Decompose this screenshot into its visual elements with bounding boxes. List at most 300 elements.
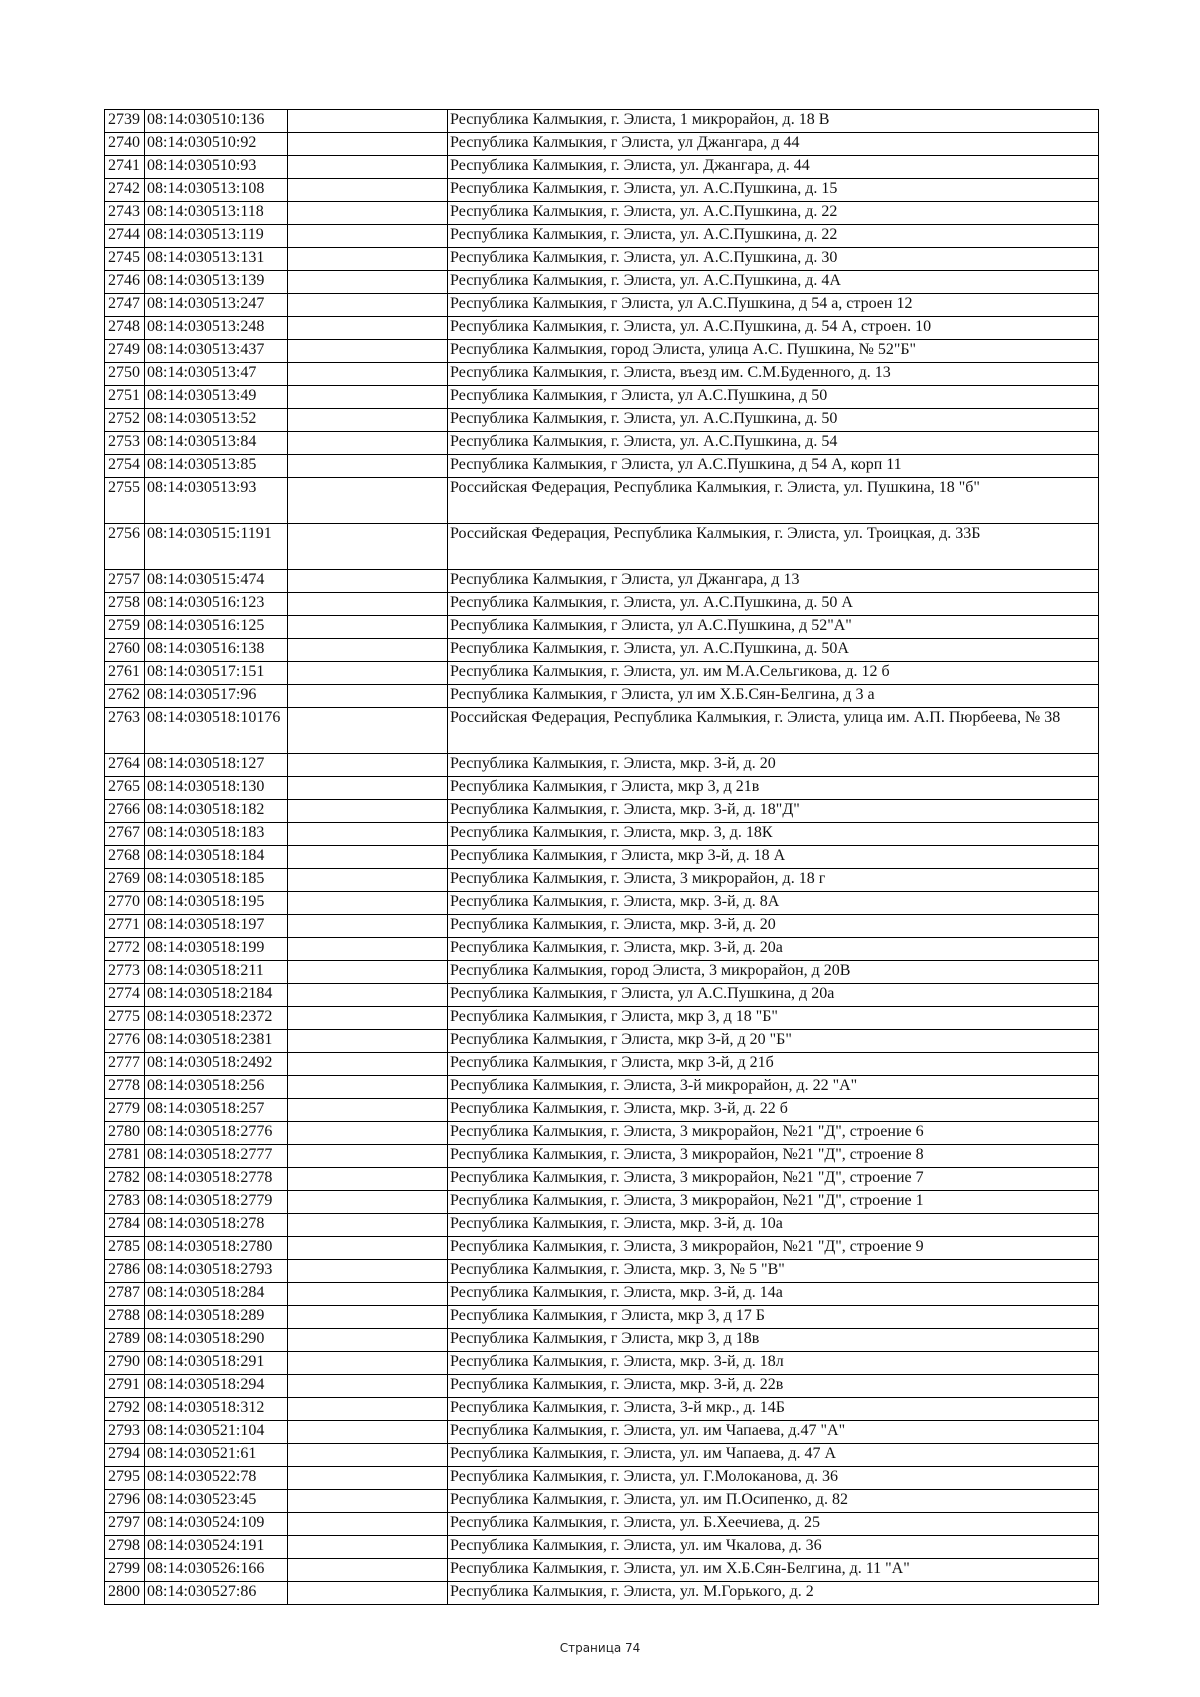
table-row xyxy=(105,869,1099,892)
address-cell: Республика Калмыкия, г. Элиста, мкр. 3-й, д. 14а xyxy=(448,1283,1099,1306)
address-cell: Республика Калмыкия, г. Элиста, 3 микрорайон, №21 "Д", строение 8 xyxy=(448,1145,1099,1168)
cadastral-number-cell: 08:14:030518:2780 xyxy=(145,1237,288,1260)
table-row xyxy=(105,1444,1099,1467)
table-row xyxy=(105,317,1099,340)
address-cell: Республика Калмыкия, г Элиста, ул Джангара, д 44 xyxy=(448,133,1099,156)
row-number-cell: 2755 xyxy=(105,478,145,524)
table-row xyxy=(105,1398,1099,1421)
empty-cell xyxy=(288,1398,448,1421)
cadastral-number-cell: 08:14:030518:10176 xyxy=(145,708,288,754)
cadastral-number-cell: 08:14:030513:93 xyxy=(145,478,288,524)
empty-cell xyxy=(288,409,448,432)
address-cell: Российская Федерация, Республика Калмыкия, г. Элиста, ул. Пушкина, 18 "б" xyxy=(448,478,1099,524)
table-row xyxy=(105,294,1099,317)
row-number-cell: 2747 xyxy=(105,294,145,317)
cadastral-number-cell: 08:14:030513:119 xyxy=(145,225,288,248)
row-number-cell: 2740 xyxy=(105,133,145,156)
address-cell: Республика Калмыкия, г. Элиста, ул. А.С.Пушкина, д. 22 xyxy=(448,202,1099,225)
row-number-cell: 2748 xyxy=(105,317,145,340)
table-row xyxy=(105,1536,1099,1559)
empty-cell xyxy=(288,179,448,202)
table-row xyxy=(105,524,1099,570)
empty-cell xyxy=(288,156,448,179)
empty-cell xyxy=(288,432,448,455)
table-row xyxy=(105,1513,1099,1536)
address-cell: Республика Калмыкия, г Элиста, мкр 3-й, д 21б xyxy=(448,1053,1099,1076)
address-cell: Республика Калмыкия, г. Элиста, въезд им. С.М.Буденного, д. 13 xyxy=(448,363,1099,386)
empty-cell xyxy=(288,708,448,754)
table-row xyxy=(105,570,1099,593)
address-cell: Республика Калмыкия, г. Элиста, ул. им Чапаева, д.47 "А" xyxy=(448,1421,1099,1444)
empty-cell xyxy=(288,1076,448,1099)
table-row xyxy=(105,110,1099,133)
address-cell: Республика Калмыкия, г. Элиста, ул. Б.Хеечиева, д. 25 xyxy=(448,1513,1099,1536)
row-number-cell: 2772 xyxy=(105,938,145,961)
table-row xyxy=(105,133,1099,156)
address-cell: Республика Калмыкия, город Элиста, улица А.С. Пушкина, № 52"Б" xyxy=(448,340,1099,363)
empty-cell xyxy=(288,524,448,570)
cadastral-number-cell: 08:14:030522:78 xyxy=(145,1467,288,1490)
row-number-cell: 2789 xyxy=(105,1329,145,1352)
row-number-cell: 2739 xyxy=(105,110,145,133)
row-number-cell: 2762 xyxy=(105,685,145,708)
row-number-cell: 2765 xyxy=(105,777,145,800)
cadastral-number-cell: 08:14:030513:247 xyxy=(145,294,288,317)
cadastral-number-cell: 08:14:030513:49 xyxy=(145,386,288,409)
cadastral-number-cell: 08:14:030524:191 xyxy=(145,1536,288,1559)
empty-cell xyxy=(288,1467,448,1490)
empty-cell xyxy=(288,202,448,225)
empty-cell xyxy=(288,754,448,777)
empty-cell xyxy=(288,1214,448,1237)
cadastral-number-cell: 08:14:030513:248 xyxy=(145,317,288,340)
row-number-cell: 2779 xyxy=(105,1099,145,1122)
address-cell: Республика Калмыкия, г. Элиста, ул. Г.Молоканова, д. 36 xyxy=(448,1467,1099,1490)
address-cell: Республика Калмыкия, г. Элиста, ул. А.С.Пушкина, д. 15 xyxy=(448,179,1099,202)
table-row xyxy=(105,777,1099,800)
address-cell: Республика Калмыкия, г. Элиста, ул. А.С.Пушкина, д. 54 xyxy=(448,432,1099,455)
table-row xyxy=(105,1375,1099,1398)
address-cell: Республика Калмыкия, г. Элиста, мкр. 3, д. 18К xyxy=(448,823,1099,846)
cadastral-number-cell: 08:14:030513:85 xyxy=(145,455,288,478)
table-row xyxy=(105,1329,1099,1352)
row-number-cell: 2743 xyxy=(105,202,145,225)
row-number-cell: 2757 xyxy=(105,570,145,593)
cadastral-number-cell: 08:14:030518:2793 xyxy=(145,1260,288,1283)
address-cell: Республика Калмыкия, г Элиста, мкр 3, д 21в xyxy=(448,777,1099,800)
address-cell: Республика Калмыкия, г Элиста, ул А.С.Пушкина, д 20а xyxy=(448,984,1099,1007)
empty-cell xyxy=(288,363,448,386)
row-number-cell: 2768 xyxy=(105,846,145,869)
cadastral-number-cell: 08:14:030518:185 xyxy=(145,869,288,892)
row-number-cell: 2788 xyxy=(105,1306,145,1329)
row-number-cell: 2797 xyxy=(105,1513,145,1536)
table-row xyxy=(105,1053,1099,1076)
table-row xyxy=(105,800,1099,823)
row-number-cell: 2766 xyxy=(105,800,145,823)
empty-cell xyxy=(288,1582,448,1605)
empty-cell xyxy=(288,271,448,294)
row-number-cell: 2776 xyxy=(105,1030,145,1053)
address-cell: Республика Калмыкия, г Элиста, мкр 3, д 18в xyxy=(448,1329,1099,1352)
row-number-cell: 2780 xyxy=(105,1122,145,1145)
cadastral-number-cell: 08:14:030515:474 xyxy=(145,570,288,593)
cadastral-number-cell: 08:14:030518:257 xyxy=(145,1099,288,1122)
address-cell: Республика Калмыкия, г. Элиста, 3-й микрорайон, д. 22 "А" xyxy=(448,1076,1099,1099)
address-cell: Республика Калмыкия, г. Элиста, ул. им Чапаева, д. 47 А xyxy=(448,1444,1099,1467)
cadastral-number-cell: 08:14:030518:183 xyxy=(145,823,288,846)
cadastral-number-cell: 08:14:030518:2372 xyxy=(145,1007,288,1030)
table-row xyxy=(105,1214,1099,1237)
cadastral-number-cell: 08:14:030517:96 xyxy=(145,685,288,708)
cadastral-number-cell: 08:14:030521:104 xyxy=(145,1421,288,1444)
empty-cell xyxy=(288,1260,448,1283)
address-cell: Республика Калмыкия, г. Элиста, 3 микрорайон, №21 "Д", строение 9 xyxy=(448,1237,1099,1260)
empty-cell xyxy=(288,478,448,524)
empty-cell xyxy=(288,1306,448,1329)
cadastral-number-cell: 08:14:030518:2184 xyxy=(145,984,288,1007)
cadastral-number-cell: 08:14:030513:118 xyxy=(145,202,288,225)
table-row xyxy=(105,1145,1099,1168)
cadastral-number-cell: 08:14:030513:47 xyxy=(145,363,288,386)
cadastral-number-cell: 08:14:030517:151 xyxy=(145,662,288,685)
empty-cell xyxy=(288,685,448,708)
table-row xyxy=(105,248,1099,271)
cadastral-number-cell: 08:14:030518:284 xyxy=(145,1283,288,1306)
empty-cell xyxy=(288,317,448,340)
table-row xyxy=(105,593,1099,616)
empty-cell xyxy=(288,386,448,409)
address-cell: Республика Калмыкия, г Элиста, ул им Х.Б.Сян-Белгина, д 3 а xyxy=(448,685,1099,708)
address-cell: Республика Калмыкия, г. Элиста, мкр. 3-й, д. 20 xyxy=(448,754,1099,777)
cadastral-number-cell: 08:14:030521:61 xyxy=(145,1444,288,1467)
empty-cell xyxy=(288,340,448,363)
records-table xyxy=(104,109,1099,1605)
empty-cell xyxy=(288,892,448,915)
empty-cell xyxy=(288,1237,448,1260)
address-cell: Республика Калмыкия, г Элиста, ул А.С.Пушкина, д 54 а, строен 12 xyxy=(448,294,1099,317)
empty-cell xyxy=(288,777,448,800)
table-row xyxy=(105,1283,1099,1306)
table-row xyxy=(105,1168,1099,1191)
address-cell: Республика Калмыкия, г. Элиста, 3-й мкр., д. 14Б xyxy=(448,1398,1099,1421)
cadastral-number-cell: 08:14:030518:278 xyxy=(145,1214,288,1237)
row-number-cell: 2800 xyxy=(105,1582,145,1605)
empty-cell xyxy=(288,1122,448,1145)
empty-cell xyxy=(288,1030,448,1053)
address-cell: Республика Калмыкия, г Элиста, ул Джангара, д 13 xyxy=(448,570,1099,593)
address-cell: Республика Калмыкия, г. Элиста, ул. А.С.Пушкина, д. 22 xyxy=(448,225,1099,248)
empty-cell xyxy=(288,1099,448,1122)
table-row xyxy=(105,616,1099,639)
table-row xyxy=(105,685,1099,708)
empty-cell xyxy=(288,800,448,823)
empty-cell xyxy=(288,248,448,271)
table-row xyxy=(105,202,1099,225)
address-cell: Республика Калмыкия, г. Элиста, 3 микрорайон, №21 "Д", строение 7 xyxy=(448,1168,1099,1191)
row-number-cell: 2792 xyxy=(105,1398,145,1421)
row-number-cell: 2750 xyxy=(105,363,145,386)
table-row xyxy=(105,1122,1099,1145)
cadastral-number-cell: 08:14:030518:184 xyxy=(145,846,288,869)
cadastral-number-cell: 08:14:030524:109 xyxy=(145,1513,288,1536)
row-number-cell: 2745 xyxy=(105,248,145,271)
row-number-cell: 2760 xyxy=(105,639,145,662)
row-number-cell: 2751 xyxy=(105,386,145,409)
address-cell: Республика Калмыкия, г. Элиста, ул. А.С.Пушкина, д. 50 xyxy=(448,409,1099,432)
table-row xyxy=(105,1421,1099,1444)
row-number-cell: 2791 xyxy=(105,1375,145,1398)
cadastral-number-cell: 08:14:030527:86 xyxy=(145,1582,288,1605)
empty-cell xyxy=(288,1490,448,1513)
table-row xyxy=(105,1099,1099,1122)
row-number-cell: 2799 xyxy=(105,1559,145,1582)
empty-cell xyxy=(288,961,448,984)
cadastral-number-cell: 08:14:030518:2778 xyxy=(145,1168,288,1191)
empty-cell xyxy=(288,110,448,133)
row-number-cell: 2790 xyxy=(105,1352,145,1375)
page-footer xyxy=(0,1641,1200,1655)
address-cell: Республика Калмыкия, г Элиста, мкр 3, д 17 Б xyxy=(448,1306,1099,1329)
cadastral-number-cell: 08:14:030518:2777 xyxy=(145,1145,288,1168)
address-cell: Республика Калмыкия, г Элиста, ул А.С.Пушкина, д 54 А, корп 11 xyxy=(448,455,1099,478)
cadastral-number-cell: 08:14:030518:199 xyxy=(145,938,288,961)
cadastral-number-cell: 08:14:030518:211 xyxy=(145,961,288,984)
table-row xyxy=(105,340,1099,363)
address-cell: Республика Калмыкия, г. Элиста, ул. А.С.Пушкина, д. 30 xyxy=(448,248,1099,271)
row-number-cell: 2775 xyxy=(105,1007,145,1030)
empty-cell xyxy=(288,846,448,869)
table-row xyxy=(105,1490,1099,1513)
empty-cell xyxy=(288,1375,448,1398)
empty-cell xyxy=(288,662,448,685)
table-row xyxy=(105,984,1099,1007)
empty-cell xyxy=(288,1053,448,1076)
table-row xyxy=(105,478,1099,524)
address-cell: Республика Калмыкия, г Элиста, ул А.С.Пушкина, д 50 xyxy=(448,386,1099,409)
table-row xyxy=(105,639,1099,662)
address-cell: Республика Калмыкия, г Элиста, мкр 3, д 18 "Б" xyxy=(448,1007,1099,1030)
address-cell: Республика Калмыкия, г. Элиста, ул. им П.Осипенко, д. 82 xyxy=(448,1490,1099,1513)
cadastral-number-cell: 08:14:030516:123 xyxy=(145,593,288,616)
empty-cell xyxy=(288,1536,448,1559)
table-row xyxy=(105,1467,1099,1490)
cadastral-number-cell: 08:14:030518:289 xyxy=(145,1306,288,1329)
address-cell: Республика Калмыкия, г. Элиста, ул. А.С.Пушкина, д. 50 А xyxy=(448,593,1099,616)
empty-cell xyxy=(288,1329,448,1352)
address-cell: Республика Калмыкия, г. Элиста, ул. им Чкалова, д. 36 xyxy=(448,1536,1099,1559)
row-number-cell: 2774 xyxy=(105,984,145,1007)
empty-cell xyxy=(288,593,448,616)
row-number-cell: 2778 xyxy=(105,1076,145,1099)
address-cell: Республика Калмыкия, г. Элиста, ул. им Х.Б.Сян-Белгина, д. 11 "А" xyxy=(448,1559,1099,1582)
row-number-cell: 2796 xyxy=(105,1490,145,1513)
empty-cell xyxy=(288,639,448,662)
document-sheet xyxy=(104,109,1099,1605)
row-number-cell: 2769 xyxy=(105,869,145,892)
empty-cell xyxy=(288,616,448,639)
table-row xyxy=(105,386,1099,409)
cadastral-number-cell: 08:14:030518:256 xyxy=(145,1076,288,1099)
row-number-cell: 2759 xyxy=(105,616,145,639)
empty-cell xyxy=(288,915,448,938)
empty-cell xyxy=(288,1145,448,1168)
cadastral-number-cell: 08:14:030510:93 xyxy=(145,156,288,179)
row-number-cell: 2741 xyxy=(105,156,145,179)
table-row xyxy=(105,915,1099,938)
row-number-cell: 2767 xyxy=(105,823,145,846)
cadastral-number-cell: 08:14:030513:131 xyxy=(145,248,288,271)
table-row xyxy=(105,938,1099,961)
cadastral-number-cell: 08:14:030518:290 xyxy=(145,1329,288,1352)
address-cell: Республика Калмыкия, г. Элиста, ул. А.С.Пушкина, д. 50А xyxy=(448,639,1099,662)
row-number-cell: 2764 xyxy=(105,754,145,777)
row-number-cell: 2785 xyxy=(105,1237,145,1260)
address-cell: Российская Федерация, Республика Калмыкия, г. Элиста, ул. Троицкая, д. 33Б xyxy=(448,524,1099,570)
empty-cell xyxy=(288,1559,448,1582)
cadastral-number-cell: 08:14:030510:136 xyxy=(145,110,288,133)
row-number-cell: 2744 xyxy=(105,225,145,248)
address-cell: Республика Калмыкия, г. Элиста, мкр. 3-й, д. 18"Д" xyxy=(448,800,1099,823)
cadastral-number-cell: 08:14:030518:312 xyxy=(145,1398,288,1421)
row-number-cell: 2798 xyxy=(105,1536,145,1559)
address-cell: Республика Калмыкия, г. Элиста, ул. М.Горького, д. 2 xyxy=(448,1582,1099,1605)
table-row xyxy=(105,961,1099,984)
cadastral-number-cell: 08:14:030515:1191 xyxy=(145,524,288,570)
row-number-cell: 2782 xyxy=(105,1168,145,1191)
address-cell: Республика Калмыкия, г. Элиста, мкр. 3-й, д. 10а xyxy=(448,1214,1099,1237)
address-cell: Республика Калмыкия, г. Элиста, мкр. 3-й, д. 20а xyxy=(448,938,1099,961)
address-cell: Республика Калмыкия, г. Элиста, ул. Джангара, д. 44 xyxy=(448,156,1099,179)
row-number-cell: 2784 xyxy=(105,1214,145,1237)
address-cell: Республика Калмыкия, г. Элиста, 1 микрорайон, д. 18 В xyxy=(448,110,1099,133)
address-cell: Республика Калмыкия, г. Элиста, мкр. 3-й, д. 22в xyxy=(448,1375,1099,1398)
address-cell: Республика Калмыкия, г. Элиста, 3 микрорайон, №21 "Д", строение 1 xyxy=(448,1191,1099,1214)
row-number-cell: 2795 xyxy=(105,1467,145,1490)
cadastral-number-cell: 08:14:030518:2776 xyxy=(145,1122,288,1145)
records-table-body xyxy=(105,110,1099,1605)
row-number-cell: 2756 xyxy=(105,524,145,570)
table-row xyxy=(105,363,1099,386)
cadastral-number-cell: 08:14:030516:125 xyxy=(145,616,288,639)
empty-cell xyxy=(288,1421,448,1444)
address-cell: Республика Калмыкия, г. Элиста, 3 микрорайон, №21 "Д", строение 6 xyxy=(448,1122,1099,1145)
table-row xyxy=(105,179,1099,202)
empty-cell xyxy=(288,1352,448,1375)
empty-cell xyxy=(288,455,448,478)
table-row xyxy=(105,1582,1099,1605)
cadastral-number-cell: 08:14:030513:437 xyxy=(145,340,288,363)
address-cell: Республика Калмыкия, г. Элиста, мкр. 3, № 5 "В" xyxy=(448,1260,1099,1283)
cadastral-number-cell: 08:14:030518:197 xyxy=(145,915,288,938)
row-number-cell: 2793 xyxy=(105,1421,145,1444)
row-number-cell: 2742 xyxy=(105,179,145,202)
address-cell: Республика Калмыкия, г Элиста, мкр 3-й, д 20 "Б" xyxy=(448,1030,1099,1053)
row-number-cell: 2783 xyxy=(105,1191,145,1214)
row-number-cell: 2781 xyxy=(105,1145,145,1168)
table-row xyxy=(105,754,1099,777)
table-row xyxy=(105,846,1099,869)
empty-cell xyxy=(288,1007,448,1030)
row-number-cell: 2754 xyxy=(105,455,145,478)
cadastral-number-cell: 08:14:030513:84 xyxy=(145,432,288,455)
table-row xyxy=(105,1076,1099,1099)
table-row xyxy=(105,156,1099,179)
cadastral-number-cell: 08:14:030518:182 xyxy=(145,800,288,823)
address-cell: Республика Калмыкия, г. Элиста, мкр. 3-й, д. 18л xyxy=(448,1352,1099,1375)
table-row xyxy=(105,1260,1099,1283)
table-row xyxy=(105,823,1099,846)
page-number: Страница 74 xyxy=(559,1641,641,1655)
cadastral-number-cell: 08:14:030526:166 xyxy=(145,1559,288,1582)
address-cell: Республика Калмыкия, г Элиста, ул А.С.Пушкина, д 52"А" xyxy=(448,616,1099,639)
table-row xyxy=(105,271,1099,294)
table-row xyxy=(105,1030,1099,1053)
row-number-cell: 2770 xyxy=(105,892,145,915)
row-number-cell: 2786 xyxy=(105,1260,145,1283)
table-row xyxy=(105,455,1099,478)
table-row xyxy=(105,1559,1099,1582)
table-row xyxy=(105,1352,1099,1375)
cadastral-number-cell: 08:14:030513:52 xyxy=(145,409,288,432)
row-number-cell: 2761 xyxy=(105,662,145,685)
table-row xyxy=(105,1007,1099,1030)
empty-cell xyxy=(288,570,448,593)
row-number-cell: 2746 xyxy=(105,271,145,294)
address-cell: Республика Калмыкия, г. Элиста, ул. А.С.Пушкина, д. 4А xyxy=(448,271,1099,294)
cadastral-number-cell: 08:14:030510:92 xyxy=(145,133,288,156)
cadastral-number-cell: 08:14:030518:2779 xyxy=(145,1191,288,1214)
table-row xyxy=(105,708,1099,754)
cadastral-number-cell: 08:14:030518:294 xyxy=(145,1375,288,1398)
cadastral-number-cell: 08:14:030518:195 xyxy=(145,892,288,915)
address-cell: Российская Федерация, Республика Калмыкия, г. Элиста, улица им. А.П. Пюрбеева, № 38 xyxy=(448,708,1099,754)
row-number-cell: 2771 xyxy=(105,915,145,938)
empty-cell xyxy=(288,1191,448,1214)
row-number-cell: 2753 xyxy=(105,432,145,455)
empty-cell xyxy=(288,1168,448,1191)
row-number-cell: 2758 xyxy=(105,593,145,616)
row-number-cell: 2787 xyxy=(105,1283,145,1306)
cadastral-number-cell: 08:14:030518:291 xyxy=(145,1352,288,1375)
empty-cell xyxy=(288,1283,448,1306)
empty-cell xyxy=(288,133,448,156)
cadastral-number-cell: 08:14:030518:130 xyxy=(145,777,288,800)
row-number-cell: 2794 xyxy=(105,1444,145,1467)
empty-cell xyxy=(288,294,448,317)
table-row xyxy=(105,225,1099,248)
table-row xyxy=(105,1306,1099,1329)
table-row xyxy=(105,662,1099,685)
empty-cell xyxy=(288,225,448,248)
address-cell: Республика Калмыкия, г. Элиста, ул. им М.А.Сельгикова, д. 12 б xyxy=(448,662,1099,685)
cadastral-number-cell: 08:14:030513:108 xyxy=(145,179,288,202)
empty-cell xyxy=(288,1513,448,1536)
table-row xyxy=(105,892,1099,915)
row-number-cell: 2763 xyxy=(105,708,145,754)
row-number-cell: 2749 xyxy=(105,340,145,363)
empty-cell xyxy=(288,938,448,961)
table-row xyxy=(105,409,1099,432)
address-cell: Республика Калмыкия, г. Элиста, мкр. 3-й, д. 20 xyxy=(448,915,1099,938)
table-row xyxy=(105,1237,1099,1260)
cadastral-number-cell: 08:14:030513:139 xyxy=(145,271,288,294)
empty-cell xyxy=(288,984,448,1007)
address-cell: Республика Калмыкия, г Элиста, мкр 3-й, д. 18 А xyxy=(448,846,1099,869)
row-number-cell: 2777 xyxy=(105,1053,145,1076)
empty-cell xyxy=(288,823,448,846)
empty-cell xyxy=(288,1444,448,1467)
